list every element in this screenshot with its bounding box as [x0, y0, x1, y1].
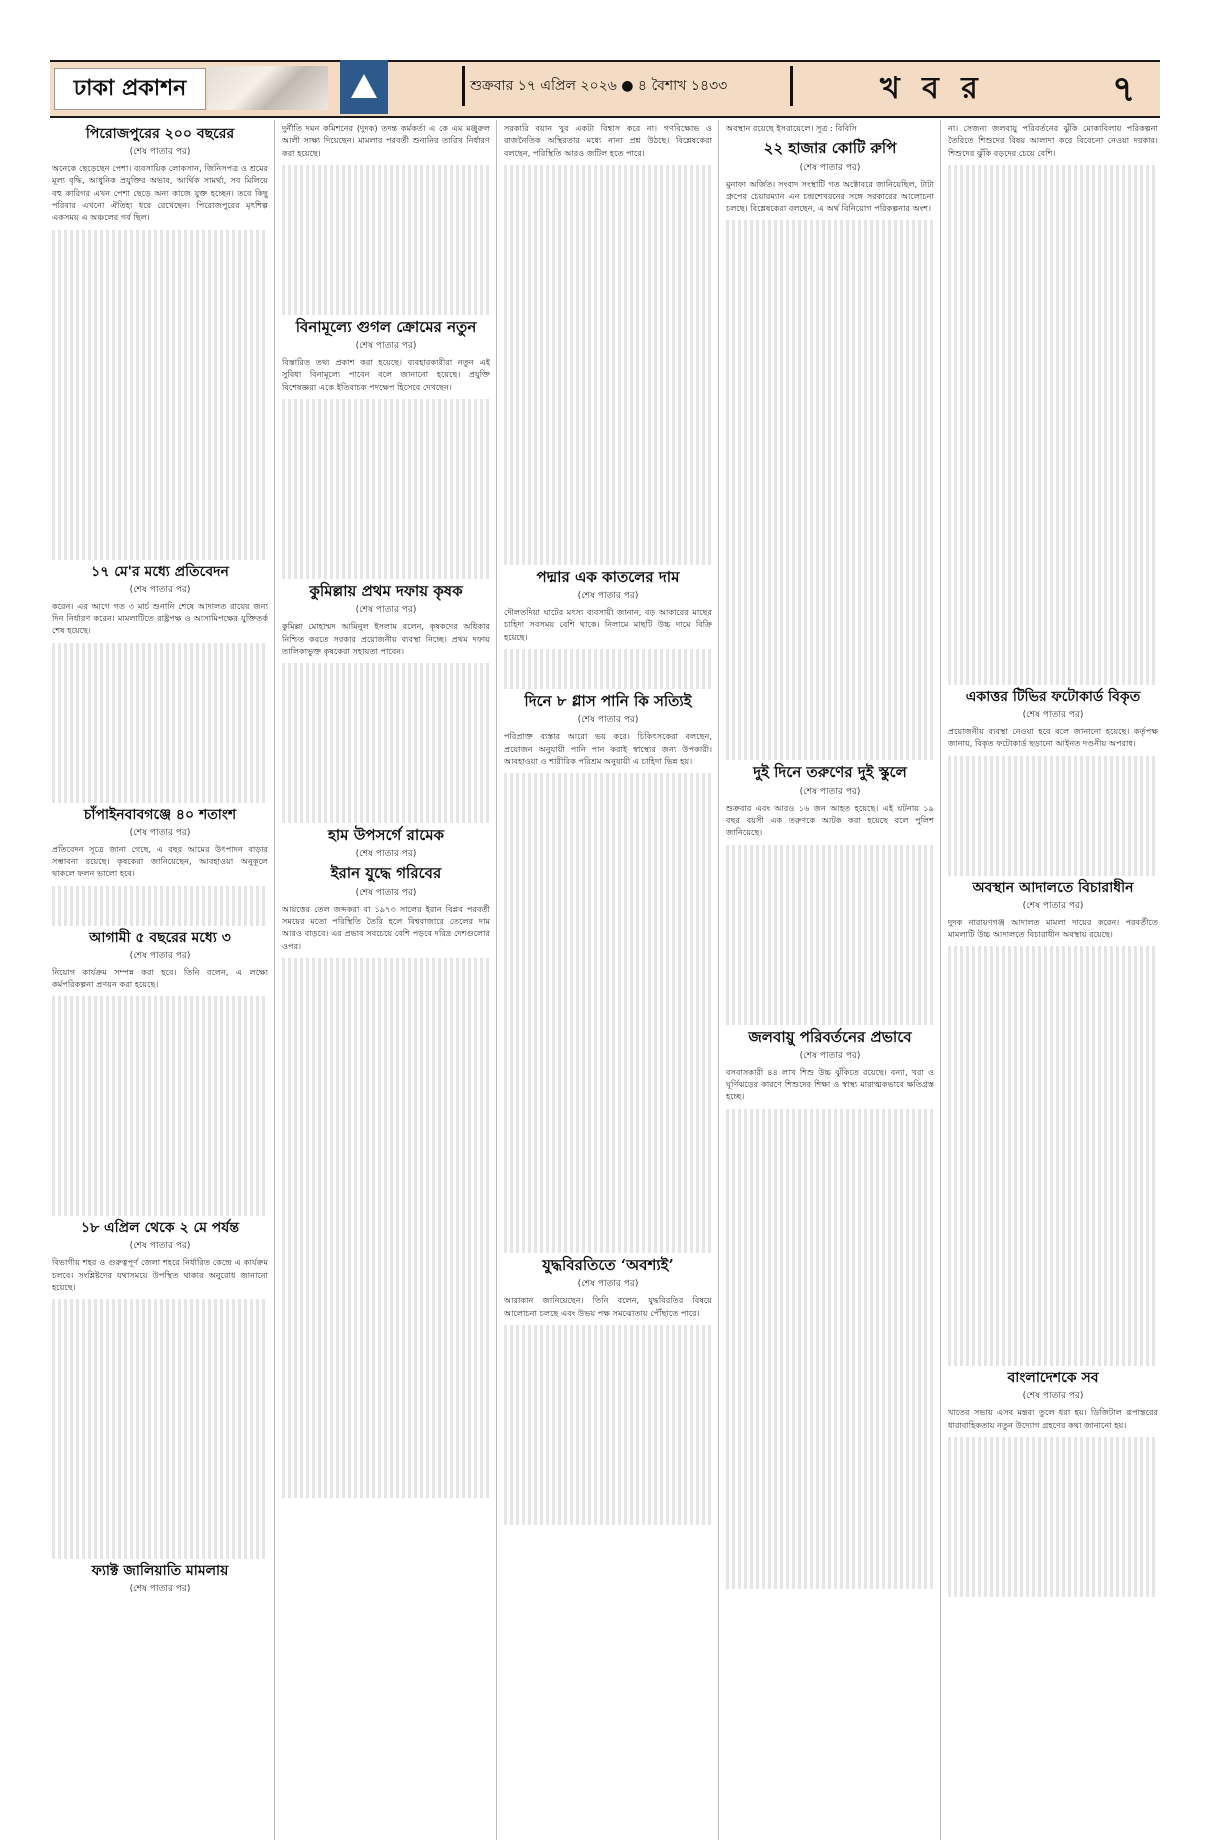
article-text: আয়ত্তের তেল জব্দকরা বা ১৯৭৩ সালের ইরান বিপ্লব পরবর্তী সময়ের মতো পরিস্থিতি তৈরি হলে বিশ্ববাজারে তেলের দাম আরও বাড়বে। এর প্রভাব সবচেয়ে বেশি পড়বে দরিদ্র দেশগুলোর ওপর। [282, 903, 490, 951]
article-text: অবস্থান রয়েছে ইসরায়েলে। সূত্র : বিবিসি [726, 123, 857, 133]
headline: বিনামূল্যে গুগল ক্রোমের নতুন [295, 317, 477, 336]
column-rule [940, 120, 941, 1840]
article-text: করেন। এর আগে গত ৩ মার্চ শুনানি শেষে আদালত রায়ের জন্য দিন নির্ধারণ করেন। মামলাটিতে রাষ্ট্রপক্ষ ও আসামিপক্ষের যুক্তিতর্ক শেষ হয়েছে। [52, 600, 268, 636]
continuation-note: (শেষ পাতার পর) [129, 1241, 191, 1252]
headline: ইরান যুদ্ধে গরিবের [330, 864, 442, 883]
headline: অবস্থান আদালতে বিচারাধীন [972, 879, 1134, 896]
article-text: বিভাগীয় শহর ও গুরুত্বপূর্ণ জেলা শহরে নির্ধারিত কেন্দ্রে এ কার্যক্রম চলবে। সংশ্লিষ্টদের যথাসময়ে উপস্থিত থাকার অনুরোধ জানানো হয়েছে। [52, 1257, 268, 1292]
headline: কুমিল্লায় প্রথম দফায় কৃষক [309, 582, 463, 601]
headline: ১৭ মে'র মধ্যে প্রতিবেদন [91, 563, 229, 580]
headline: আগামী ৫ বছরের মধ্যে ৩ [89, 929, 231, 946]
continuation-note: (শেষ পাতার পর) [1022, 1391, 1084, 1402]
continuation-note: (শেষ পাতার পর) [1022, 900, 1084, 911]
column-1 [52, 122, 268, 1838]
headline: পদ্মার এক কাতলের দাম [536, 567, 680, 586]
continuation-note: (শেষ পাতার পর) [799, 1050, 861, 1061]
article-text: আরাকান জানিয়েছেন। তিনি বলেন, যুদ্ধবিরতির বিষয়ে আলোচনা চলছে এবং উভয় পক্ষ সমঝোতায় পৌঁছাতে পারে। [504, 1295, 712, 1318]
article-text: প্রতিবেদন সূত্রে জানা গেছে, এ বছর আমের উৎপাদন বাড়ার সম্ভাবনা রয়েছে। কৃষকেরা জানিয়েছেন, আবহাওয়া অনুকূলে থাকলে ফলন ভালো হবে। [52, 843, 268, 879]
continuation-note: (শেষ পাতার পর) [129, 584, 191, 595]
headline: দিনে ৮ গ্লাস পানি কি সত্যিই [524, 692, 692, 711]
column-rule [496, 120, 497, 1840]
continuation-note: (শেষ পাতার পর) [129, 147, 191, 158]
headline: ২২ হাজার কোটি রুপি [763, 139, 897, 158]
headline: বাংলাদেশকে সব [1007, 1370, 1099, 1387]
headline: দুই দিনে তরুণের দুই স্কুলে [753, 763, 907, 782]
article-text: কুমিল্লা মোহাম্মদ আমিনুল ইসলাম বলেন, কৃষকদের অধিকার নিশ্চিত করতে সরকার প্রয়োজনীয় ব্যবস্থা নিচ্ছে। প্রথম দফায় তালিকাভুক্ত কৃষকেরা সহায়তা পাবেন। [282, 621, 490, 656]
column-5 [948, 122, 1158, 1838]
header-divider [790, 66, 793, 106]
continuation-note: (শেষ পাতার পর) [577, 591, 639, 602]
column-rule [718, 120, 719, 1840]
continuation-note: (শেষ পাতার পর) [129, 827, 191, 838]
masthead-logo: ঢাকা প্রকাশন [54, 68, 206, 110]
column-4 [726, 122, 934, 1838]
article-text: দুদক নারায়ণগঞ্জ আদালত মামলা দায়ের করেন। পরবর্তীতে মামলাটি উচ্চ আদালতে বিচারাধীন অবস্থায় রয়েছে। [948, 916, 1158, 939]
article-text: খাতের সভায় এসব মন্তব্য তুলে ধরা হয়। ডিজিটাল রূপান্তরের ধারাবাহিকতায় নতুন উদ্যোগ গ্রহণের কথা জানানো হয়। [948, 1407, 1158, 1430]
mountain-icon [340, 60, 388, 114]
continuation-note: (শেষ পাতার পর) [355, 849, 417, 860]
continuation-note: (শেষ পাতার পর) [355, 887, 417, 898]
column-rule [274, 120, 275, 1840]
headline: একাত্তর টিভির ফটোকার্ড বিকৃত [965, 688, 1141, 705]
continuation-note: (শেষ পাতার পর) [577, 715, 639, 726]
column-2 [282, 122, 490, 1838]
continuation-note: (শেষ পাতার পর) [577, 1279, 639, 1290]
header-divider [462, 66, 465, 106]
article-text: প্রয়োজনীয় ব্যবস্থা নেওয়া হবে বলে জানানো হয়েছে। কর্তৃপক্ষ জানায়, বিকৃত ফটোকার্ড ছড়ানো আইনত দণ্ডনীয় অপরাধ। [948, 725, 1158, 749]
headline: জলবায়ু পরিবর্তনের প্রভাবে [748, 1027, 912, 1046]
page-number: ৭ [1112, 68, 1136, 110]
headline: ১৮ এপ্রিল থেকে ২ মে পর্যন্ত [80, 1220, 240, 1237]
continuation-note: (শেষ পাতার পর) [355, 341, 417, 352]
article-text: সরকারি বয়ান খুব একটা বিশ্বাস করে না। গণবিক্ষোভ ও রাজনৈতিক অস্থিরতার মধ্যে নানা প্রশ্ন উঠছে। বিশ্লেষকেরা বলছেন, পরিস্থিতি আরও জটিল হতে পারে। [504, 123, 712, 158]
section-title: খ ব র [880, 71, 984, 106]
article-text: নিয়োগ কার্যক্রম সম্পন্ন করা হবে। তিনি বলেন, এ লক্ষ্যে কর্মপরিকল্পনা প্রণয়ন করা হয়েছে। [52, 966, 268, 989]
headline: যুদ্ধবিরতিতে ‘অবশ্যই’ [542, 1256, 674, 1275]
article-text: বসবাসকারী ৪৪ লাখ শিশু উচ্চ ঝুঁকিতে রয়েছে। বন্যা, খরা ও ঘূর্ণিঝড়ের কারণে শিশুদের শিক্ষা ও স্বাস্থ্য মারাত্মকভাবে ক্ষতিগ্রস্ত হচ্ছে। [726, 1066, 934, 1102]
newspaper-stack-image [208, 66, 328, 110]
article-text: অনেকে ছেড়েছেন পেশা। ব্যবসায়িক লোকসান, জিনিসপত্র ও শ্রমের মূল্য বৃদ্ধি, আধুনিক প্রযুক্তির অভাব, আর্থিক সামর্থ্য, সব মিলিয়ে বহু কারিগর এখন পেশা ছেড়ে অন্য কাজে যুক্ত হচ্ছেন। তবে কিছু পরিবার এখনো ঐতিহ্য ধরে রেখেছেন। পিরোজপুরের মৃৎশিল্প একসময় এ অঞ্চলের গর্ব ছিল। [52, 163, 268, 223]
continuation-note: (শেষ পাতার পর) [799, 786, 861, 797]
headline: হাম উপসর্গে রামেক [327, 826, 445, 845]
continuation-note: (শেষ পাতার পর) [1022, 709, 1084, 720]
continuation-note: (শেষ পাতার পর) [129, 1584, 191, 1595]
article-text: দুর্নীতি দমন কমিশনের (দুদক) তদন্ত কর্মকর্তা এ কে এম মঞ্জুরুল আলী সাক্ষ্য দিয়েছেন। মামলার পরবর্তী শুনানির তারিখ নির্ধারণ করা হয়েছে। [282, 123, 490, 158]
issue-date: শুক্রবার ১৭ এপ্রিল ২০২৬ ● ৪ বৈশাখ ১৪৩৩ [470, 78, 728, 94]
headline: চাঁপাইনবাবগঞ্জে ৪০ শতাংশ [83, 806, 237, 823]
article-text: দৌলতদিয়া ঘাটের মৎস্য ব্যবসায়ী জানান, বড় আকারের মাছের চাহিদা সবসময় বেশি থাকে। নিলামে মাছটি উচ্চ দামে বিক্রি হয়েছে। [504, 607, 712, 642]
continuation-note: (শেষ পাতার পর) [129, 950, 191, 961]
article-text: শুক্রবার এবং আরও ১৬ জন আহত হয়েছে। এই ঘটনায় ১৯ বছর বয়সী এক তরুণকে আটক করা হয়েছে বলে পুলিশ জানিয়েছে। [726, 802, 934, 838]
headline: ফ্যাক্ট জালিয়াতি মামলায় [91, 1563, 229, 1580]
headline: পিরোজপুরের ২০০ বছরের [85, 126, 235, 142]
article-text: পরিপ্রাক্ত ব্যস্তার আরো ভয় করে। চিকিৎসকেরা বলছেন, প্রয়োজন অনুযায়ী পানি পান করাই স্বাস্থ্যের জন্য উপকারী। আবহাওয়া ও শারীরিক পরিশ্রম অনুযায়ী এ চাহিদা ভিন্ন হয়। [504, 731, 712, 766]
article-text: বিস্তারিত তথ্য প্রকাশ করা হয়েছে। ব্যবহারকারীরা নতুন এই সুবিধা বিনামূল্যে পাবেন বলে জানানো হয়েছে। প্রযুক্তি বিশেষজ্ঞরা একে ইতিবাচক পদক্ষেপ হিসেবে দেখছেন। [282, 357, 490, 392]
continuation-note: (শেষ পাতার পর) [355, 605, 417, 616]
column-3 [504, 122, 712, 1838]
article-text: না। সেজন্য জলবায়ু পরিবর্তনের ঝুঁকি মোকাবিলায় পরিকল্পনা তৈরিতে শিশুদের বিষয় আলাদা করে বিবেচনা নেওয়া দরকার। শিশুদের ঝুঁকি বড়দের চেয়ে বেশি। [948, 123, 1158, 158]
continuation-note: (শেষ পাতার পর) [799, 162, 861, 173]
article-text: মুনাফা অর্জিত। সংবাদ সংস্থাটি গত অক্টোবরে জানিয়েছিল, টাটা গ্রুপের চেয়ারম্যান এন চন্দ্রশেখরনের সঙ্গে সরকারের আলোচনা চলছে। বিশ্লেষকেরা বলছেন, এ অর্থ বিনিয়োগ পরিকল্পনার অংশ। [726, 178, 934, 214]
